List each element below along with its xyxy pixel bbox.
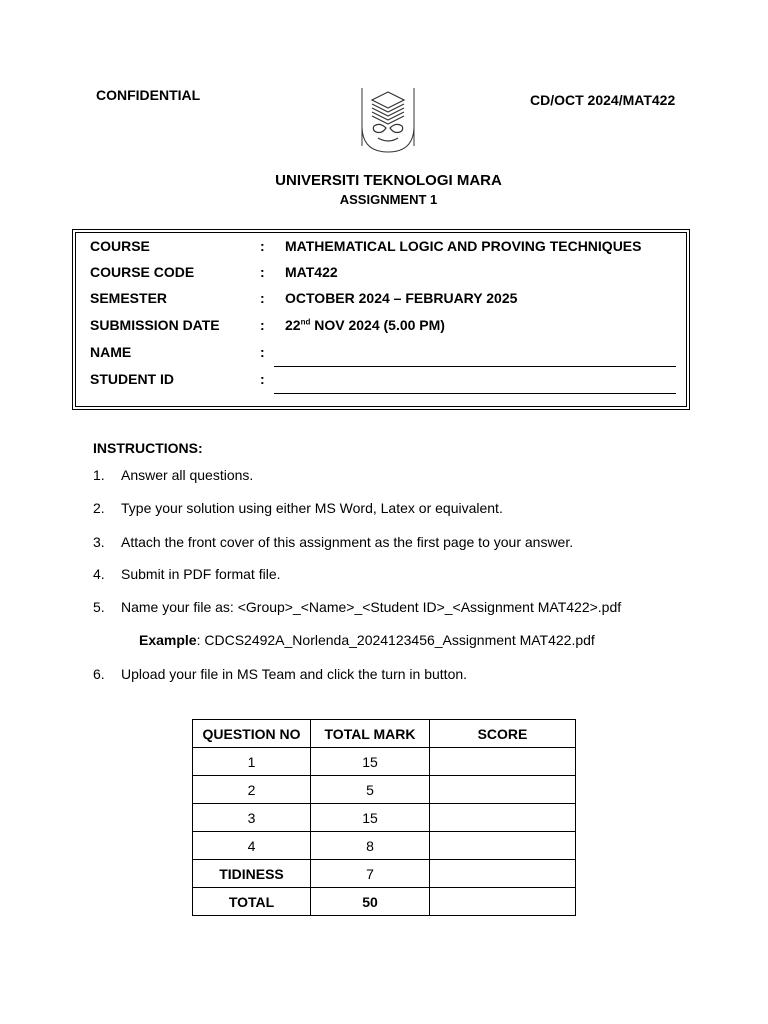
course-value: MATHEMATICAL LOGIC AND PROVING TECHNIQUES: [285, 238, 642, 254]
instruction-number: 6.: [93, 666, 105, 682]
instruction-text: Submit in PDF format file.: [121, 566, 281, 582]
question-cell: 2: [193, 776, 311, 804]
example-label: Example: [139, 632, 197, 648]
filename-example: [139, 632, 595, 648]
confidential-label: CONFIDENTIAL: [96, 87, 201, 103]
course-code-value: MAT422: [285, 264, 338, 280]
instruction-number: 1.: [93, 467, 105, 483]
total-mark-cell: 15: [311, 804, 430, 832]
colon: :: [260, 264, 265, 280]
total-mark-cell: 50: [311, 888, 430, 916]
table-row: [193, 748, 576, 776]
total-mark-cell: 5: [311, 776, 430, 804]
total-mark-cell: 8: [311, 832, 430, 860]
score-cell[interactable]: [430, 804, 576, 832]
column-header-question: QUESTION NO: [193, 720, 311, 748]
table-row: [193, 888, 576, 916]
university-crest-logo-icon: [360, 86, 416, 154]
colon: :: [260, 290, 265, 306]
question-cell: 4: [193, 832, 311, 860]
total-mark-cell: 7: [311, 860, 430, 888]
instruction-number: 3.: [93, 534, 105, 550]
column-header-score: SCORE: [430, 720, 576, 748]
score-cell[interactable]: [430, 860, 576, 888]
submission-date-rest: NOV 2024 (5.00 PM): [310, 317, 445, 333]
question-cell: 1: [193, 748, 311, 776]
instruction-text: Attach the front cover of this assignment as the first page to your answer.: [121, 534, 574, 550]
course-code-label: COURSE CODE: [90, 264, 195, 280]
colon: :: [260, 344, 265, 360]
assignment-title: ASSIGNMENT 1: [339, 192, 438, 207]
course-label: COURSE: [90, 238, 150, 254]
score-cell[interactable]: [430, 748, 576, 776]
instruction-text: Answer all questions.: [121, 467, 254, 483]
score-cell[interactable]: [430, 832, 576, 860]
table-row: [193, 832, 576, 860]
table-row: [193, 860, 576, 888]
column-header-total-mark: TOTAL MARK: [311, 720, 430, 748]
colon: :: [260, 317, 265, 333]
question-cell: 3: [193, 804, 311, 832]
student-id-underline: [274, 393, 676, 394]
instruction-text: Type your solution using either MS Word, Latex or equivalent.: [121, 500, 503, 516]
instructions-title: INSTRUCTIONS:: [93, 440, 203, 456]
total-mark-cell: 15: [311, 748, 430, 776]
instruction-number: 2.: [93, 500, 105, 516]
question-cell: TIDINESS: [193, 860, 311, 888]
score-cell[interactable]: [430, 776, 576, 804]
submission-date-label: SUBMISSION DATE: [90, 317, 220, 333]
score-cell[interactable]: [430, 888, 576, 916]
instruction-text: Upload your file in MS Team and click the turn in button.: [121, 666, 468, 682]
document-code: CD/OCT 2024/MAT422: [530, 92, 676, 108]
semester-value: OCTOBER 2024 – FEBRUARY 2025: [285, 290, 518, 306]
question-cell: TOTAL: [193, 888, 311, 916]
name-label: NAME: [90, 344, 132, 360]
university-name: UNIVERSITI TEKNOLOGI MARA: [275, 172, 502, 189]
colon: :: [260, 371, 265, 387]
instruction-text: Name your file as: <Group>_<Name>_<Student ID>_<Assignment MAT422>.pdf: [121, 599, 622, 615]
table-row: [193, 804, 576, 832]
colon: :: [260, 238, 265, 254]
example-text: : CDCS2492A_Norlenda_2024123456_Assignment MAT422.pdf: [196, 632, 595, 648]
name-underline: [274, 366, 676, 367]
table-header-row: [193, 720, 576, 748]
semester-label: SEMESTER: [90, 290, 168, 306]
submission-day-suffix: nd: [300, 317, 311, 327]
submission-date-value: [285, 317, 445, 333]
marks-table: [192, 719, 576, 916]
table-row: [193, 776, 576, 804]
student-id-label: STUDENT ID: [90, 371, 174, 387]
instruction-number: 4.: [93, 566, 105, 582]
submission-day: 22: [285, 317, 301, 333]
instruction-number: 5.: [93, 599, 105, 615]
